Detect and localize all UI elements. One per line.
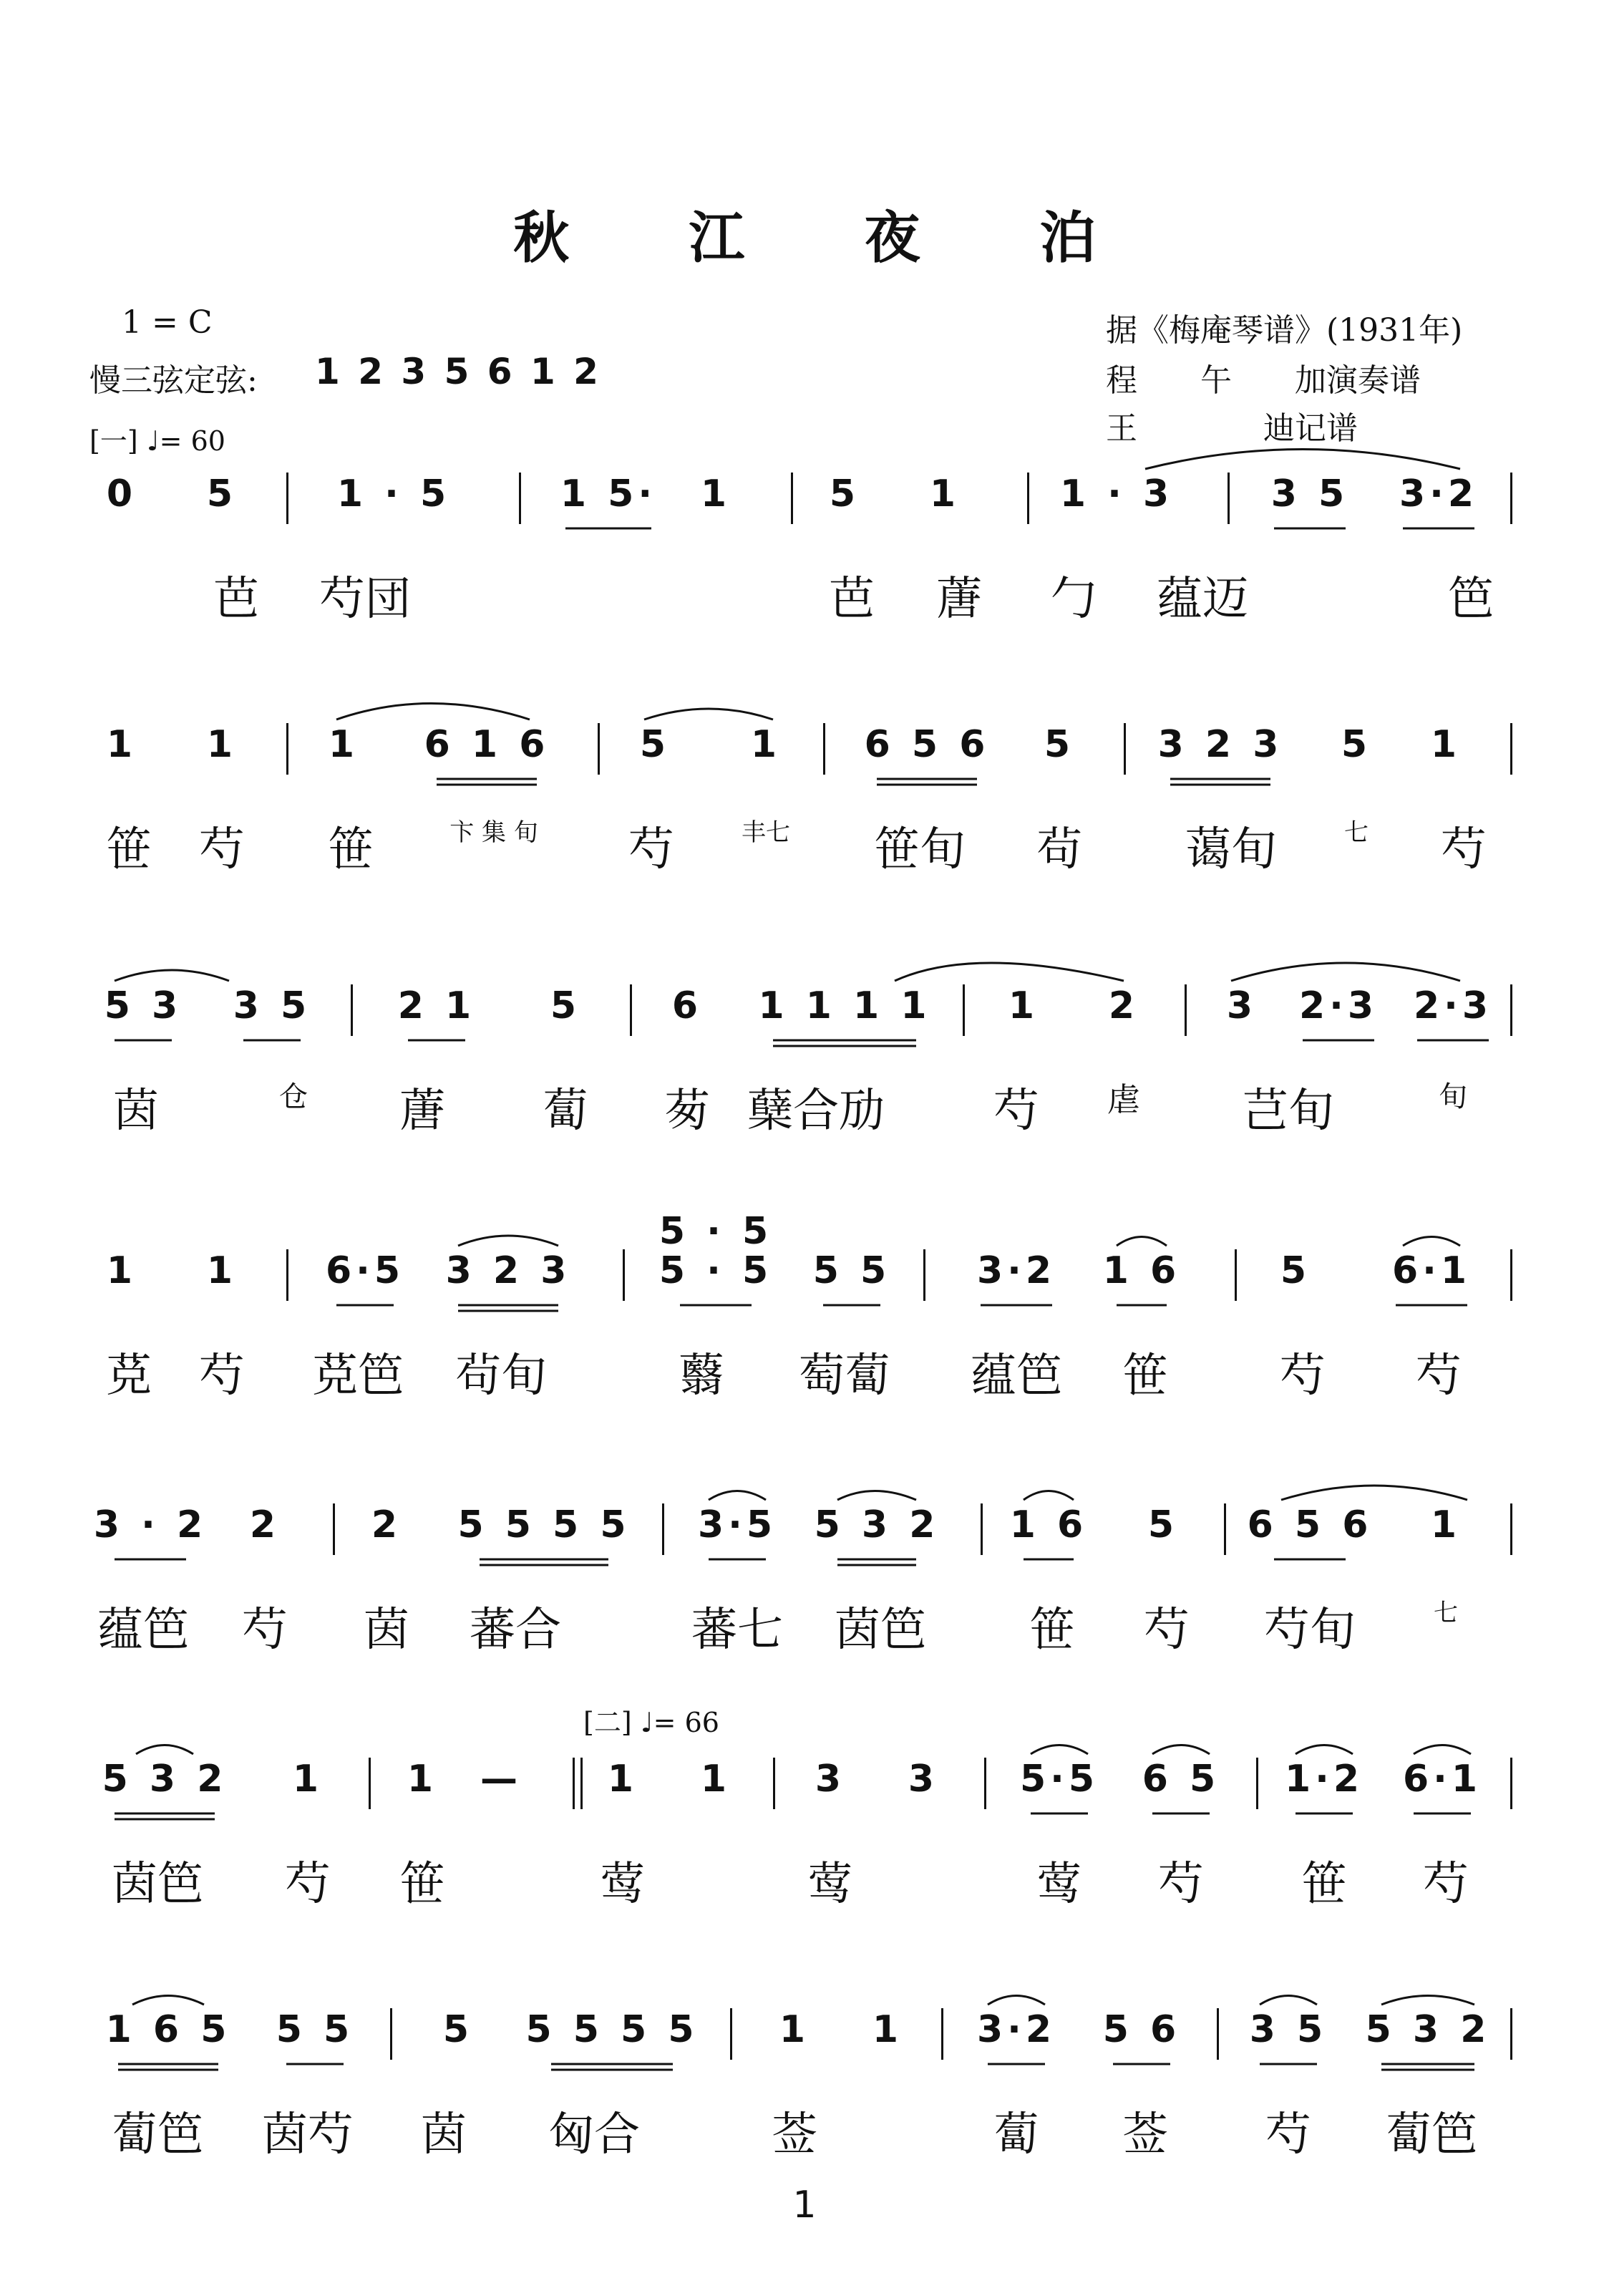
slur (837, 1491, 916, 1501)
slur (336, 704, 530, 720)
tab-glyph: 蕃合 (470, 1604, 561, 1657)
note: 3 2 3 (445, 1249, 571, 1292)
slur (1403, 1237, 1460, 1246)
note: 1 (750, 723, 782, 766)
note: 1 (206, 1249, 238, 1292)
note: 5 (442, 2008, 474, 2051)
note: 3·2 (1399, 473, 1479, 515)
note: 6·1 (1402, 1758, 1482, 1801)
tab-glyph: 蕴笆 (97, 1604, 189, 1657)
tablature-row-6 (0, 1847, 1609, 1919)
tab-glyph: 笹 (328, 823, 374, 876)
tab-glyph: 莶 (1122, 2108, 1168, 2161)
barline (1256, 1758, 1258, 1809)
notation-system-1 (0, 473, 1609, 537)
tab-glyph: 蔔笆 (1386, 2108, 1477, 2161)
tab-glyph: 笹 (1122, 1350, 1168, 1403)
note: 1 (929, 473, 961, 515)
tab-glyph: 蕴笆 (971, 1350, 1062, 1403)
slur (1381, 1996, 1474, 2005)
tab-glyph: 笹旬 (874, 823, 966, 876)
notation-system-7 (0, 2008, 1609, 2073)
performer-credit: 程 午 加演奏谱 (1106, 362, 1421, 399)
note: 5 (829, 473, 860, 515)
note: 3·5 (697, 1503, 777, 1546)
slur (1024, 1491, 1074, 1501)
barline (923, 1249, 925, 1301)
barline (351, 984, 353, 1036)
barline (630, 984, 632, 1036)
note: 1 (292, 1758, 324, 1801)
note: 1 (700, 473, 731, 515)
slur (1296, 1745, 1353, 1755)
tab-glyph: 芍 (1441, 823, 1487, 876)
section-1-tempo: [一] ♩= 60 (89, 425, 225, 457)
note: 5 (639, 723, 671, 766)
note: 3·2 (976, 1249, 1056, 1292)
barline (984, 1758, 986, 1809)
note: 3 · 2 (93, 1503, 208, 1546)
note: 1 (106, 723, 137, 766)
note: 3 5 (1249, 2008, 1328, 2051)
tab-glyph: 茍旬 (455, 1350, 547, 1403)
tab-glyph: 勹 (1051, 573, 1097, 626)
tab-glyph: 芍 (285, 1858, 331, 1911)
barline (981, 1503, 983, 1555)
page-number: 1 (792, 2184, 817, 2227)
tab-glyph: 芑旬 (1243, 1085, 1334, 1138)
note: 1 · 5 (336, 473, 451, 515)
note: 5 3 2 (814, 1503, 940, 1546)
barline (730, 2008, 732, 2060)
note: 1 (779, 2008, 810, 2051)
note: 1 (872, 2008, 903, 2051)
barline (519, 473, 521, 524)
tab-glyph: 笹 (399, 1858, 445, 1911)
note: 5 5 (812, 1249, 891, 1292)
tab-glyph: 仓 (279, 1080, 308, 1113)
note: 3 5 (1270, 473, 1349, 515)
note: 2 (249, 1503, 281, 1546)
tab-glyph: 芍 (1144, 1604, 1190, 1657)
note: 5 · 5 (658, 1249, 773, 1292)
upper-voice-notes: 5 · 5 (658, 1210, 773, 1253)
tab-glyph: 芍 (242, 1604, 288, 1657)
barline (286, 723, 288, 775)
tab-glyph: 蔼旬 (1185, 823, 1277, 876)
tab-glyph: 旬 (1439, 1080, 1467, 1113)
tab-glyph: 莌笆 (312, 1350, 404, 1403)
tuning-label: 慢三弦定弦: (89, 362, 258, 399)
barline (286, 473, 288, 524)
key-signature: 1 = C (122, 304, 213, 341)
tablature-row-3 (0, 1074, 1609, 1145)
note: 3 2 3 (1157, 723, 1283, 766)
note: 6 1 6 (424, 723, 550, 766)
note: 3 (908, 1758, 939, 1801)
barline (1510, 2008, 1512, 2060)
tab-glyph: 芍 (1265, 2108, 1311, 2161)
note: 1 (206, 723, 238, 766)
barline (1510, 1758, 1512, 1809)
tablature-row-2 (0, 813, 1609, 884)
barline (773, 1758, 775, 1809)
tab-glyph: 芍 (1158, 1858, 1204, 1911)
notation-system-6 (0, 1758, 1609, 1822)
tab-glyph: 笹 (1301, 1858, 1347, 1911)
note: 2·3 (1298, 984, 1379, 1027)
note: 1 (328, 723, 359, 766)
tab-glyph: 茵笆 (112, 1858, 203, 1911)
slur (988, 1996, 1045, 2005)
section-2-tempo: [二] ♩= 66 (583, 1707, 719, 1738)
barline (1228, 473, 1230, 524)
tab-glyph: 芭 (829, 573, 875, 626)
notation-system-4 (0, 1249, 1609, 1314)
tab-glyph: 茵芍 (262, 2108, 354, 2161)
barline (791, 473, 793, 524)
note: 1·2 (1284, 1758, 1364, 1801)
tab-glyph: 芍旬 (1264, 1604, 1356, 1657)
tuning-notes: 1 2 3 5 6 1 2 (315, 351, 601, 392)
tab-glyph: 卞 集 旬 (449, 818, 538, 847)
note: 1 (1430, 1503, 1462, 1546)
tab-glyph: 蓎 (936, 573, 982, 626)
slur (1231, 963, 1460, 981)
note: 0 (106, 473, 137, 515)
note: 6·5 (325, 1249, 405, 1292)
note: 3 (815, 1758, 846, 1801)
note: 5 3 (104, 984, 183, 1027)
notation-system-3 (0, 984, 1609, 1049)
barline (1510, 723, 1512, 775)
tab-glyph: 芍団 (319, 573, 411, 626)
tab-glyph: 七 (1344, 818, 1369, 847)
tab-glyph: 蓎 (399, 1085, 445, 1138)
barline (1510, 1503, 1512, 1555)
tab-glyph: 芭 (213, 573, 259, 626)
note: 3·2 (976, 2008, 1056, 2051)
barline (963, 984, 965, 1036)
barline (286, 1249, 288, 1301)
note: 1 6 (1102, 1249, 1181, 1292)
tab-glyph: 芍 (1423, 1858, 1469, 1911)
note: 5 6 (1102, 2008, 1181, 2051)
tablature-row-4 (0, 1339, 1609, 1410)
barline (1027, 473, 1029, 524)
tab-glyph: 匈合 (548, 2108, 640, 2161)
note: 6·1 (1391, 1249, 1472, 1292)
note: 1 (607, 1758, 638, 1801)
tab-glyph: 丰七 (742, 818, 790, 847)
slur (1117, 1237, 1167, 1246)
note: 1 (407, 1758, 438, 1801)
note: 2 (1108, 984, 1139, 1027)
barline (662, 1503, 664, 1555)
tab-glyph: 莌 (106, 1350, 152, 1403)
tab-glyph: 蘙 (679, 1350, 724, 1403)
slur (895, 963, 1124, 981)
tab-glyph: 莺 (600, 1858, 646, 1911)
slur (115, 970, 229, 981)
note: 5 5 5 5 (525, 2008, 699, 2051)
slur (1031, 1745, 1088, 1755)
note: 1 (1430, 723, 1462, 766)
note: 3 (1226, 984, 1258, 1027)
slur (644, 709, 773, 720)
note: 5 3 2 (1365, 2008, 1491, 2051)
note: 5 5 (276, 2008, 354, 2051)
tab-glyph: 蕴迈 (1157, 573, 1248, 626)
note: 5 5 5 5 (457, 1503, 631, 1546)
note: 5 3 2 (102, 1758, 228, 1801)
slur (709, 1491, 766, 1501)
tab-glyph: 蔔笆 (112, 2108, 203, 2161)
note: 3 5 (233, 984, 311, 1027)
tab-glyph: 莺 (1036, 1858, 1082, 1911)
tab-glyph: 笹 (106, 823, 152, 876)
tab-glyph: 莶 (772, 2108, 817, 2161)
barline (390, 2008, 392, 2060)
note: 5·5 (1019, 1758, 1099, 1801)
transcriber-credit: 王 迪记谱 (1106, 410, 1358, 447)
tab-glyph: 茵 (421, 2108, 467, 2161)
note: 2·3 (1413, 984, 1493, 1027)
double-barline (573, 1758, 583, 1809)
notation-system-2 (0, 723, 1609, 788)
tab-glyph: 笹 (1029, 1604, 1075, 1657)
slur (1145, 450, 1460, 470)
note: 1 1 1 1 (758, 984, 931, 1027)
note: 6 5 6 (864, 723, 990, 766)
note: 5 (1280, 1249, 1311, 1292)
note: 2 1 (397, 984, 476, 1027)
barline (598, 723, 600, 775)
note: 5 (1341, 723, 1372, 766)
note: 6 5 (1142, 1758, 1220, 1801)
tablature-row-7 (0, 2098, 1609, 2169)
barline (1235, 1249, 1237, 1301)
barline (1510, 984, 1512, 1036)
tab-glyph: 茐 (664, 1085, 710, 1138)
tab-glyph: 萄蔔 (799, 1350, 890, 1403)
barline (333, 1503, 335, 1555)
page-title: 秋 江 夜 泊 (513, 205, 1146, 271)
tab-glyph: 蔔 (993, 2108, 1039, 2161)
slur (1260, 1996, 1317, 2005)
tab-glyph: 笆 (1448, 573, 1494, 626)
tab-glyph: 莺 (807, 1858, 853, 1911)
barline (823, 723, 825, 775)
tab-glyph: 芍 (993, 1085, 1039, 1138)
tab-glyph: 茍 (1036, 823, 1082, 876)
note: — (480, 1758, 522, 1801)
slur (458, 1236, 558, 1246)
note: 5 (206, 473, 238, 515)
tab-glyph: 芍 (1280, 1350, 1326, 1403)
barline (1224, 1503, 1226, 1555)
tab-glyph: 七 (1434, 1599, 1458, 1627)
barline (941, 2008, 943, 2060)
barline (1510, 473, 1512, 524)
tab-glyph: 芍 (199, 1350, 245, 1403)
tablature-row-5 (0, 1593, 1609, 1665)
tab-glyph: 茵 (364, 1604, 409, 1657)
tab-glyph: 芍 (1416, 1350, 1462, 1403)
tablature-row-1 (0, 562, 1609, 634)
barline (623, 1249, 625, 1301)
barline (1124, 723, 1126, 775)
slur (1281, 1486, 1467, 1500)
note: 1 · 3 (1059, 473, 1174, 515)
barline (369, 1758, 371, 1809)
tab-glyph: 芍 (199, 823, 245, 876)
slur (1152, 1745, 1210, 1755)
note: 5 (1147, 1503, 1179, 1546)
note: 1 5· (560, 473, 657, 515)
tab-glyph: 茵 (113, 1085, 159, 1138)
note: 1 6 (1009, 1503, 1088, 1546)
note: 1 (106, 1249, 137, 1292)
slur (136, 1745, 193, 1755)
barline (1217, 2008, 1219, 2060)
barline (1185, 984, 1187, 1036)
note: 5 (1044, 723, 1075, 766)
barline (1510, 1249, 1512, 1301)
slur (132, 1996, 204, 2005)
slur (1414, 1745, 1471, 1755)
tab-glyph: 虐 (1107, 1080, 1140, 1119)
source-credit: 据《梅庵琴谱》(1931年) (1106, 312, 1463, 349)
note: 2 (371, 1503, 402, 1546)
note: 6 (671, 984, 703, 1027)
notation-system-5 (0, 1503, 1609, 1568)
note: 1 (700, 1758, 731, 1801)
note: 6 5 6 (1247, 1503, 1373, 1546)
tab-glyph: 蔔 (543, 1085, 588, 1138)
tab-glyph: 蘖合劢 (747, 1085, 885, 1138)
note: 1 6 5 (105, 2008, 231, 2051)
note: 1 (1008, 984, 1039, 1027)
tab-glyph: 茵笆 (835, 1604, 926, 1657)
note: 5 (550, 984, 581, 1027)
tab-glyph: 芍 (628, 823, 674, 876)
tab-glyph: 蕃七 (691, 1604, 783, 1657)
